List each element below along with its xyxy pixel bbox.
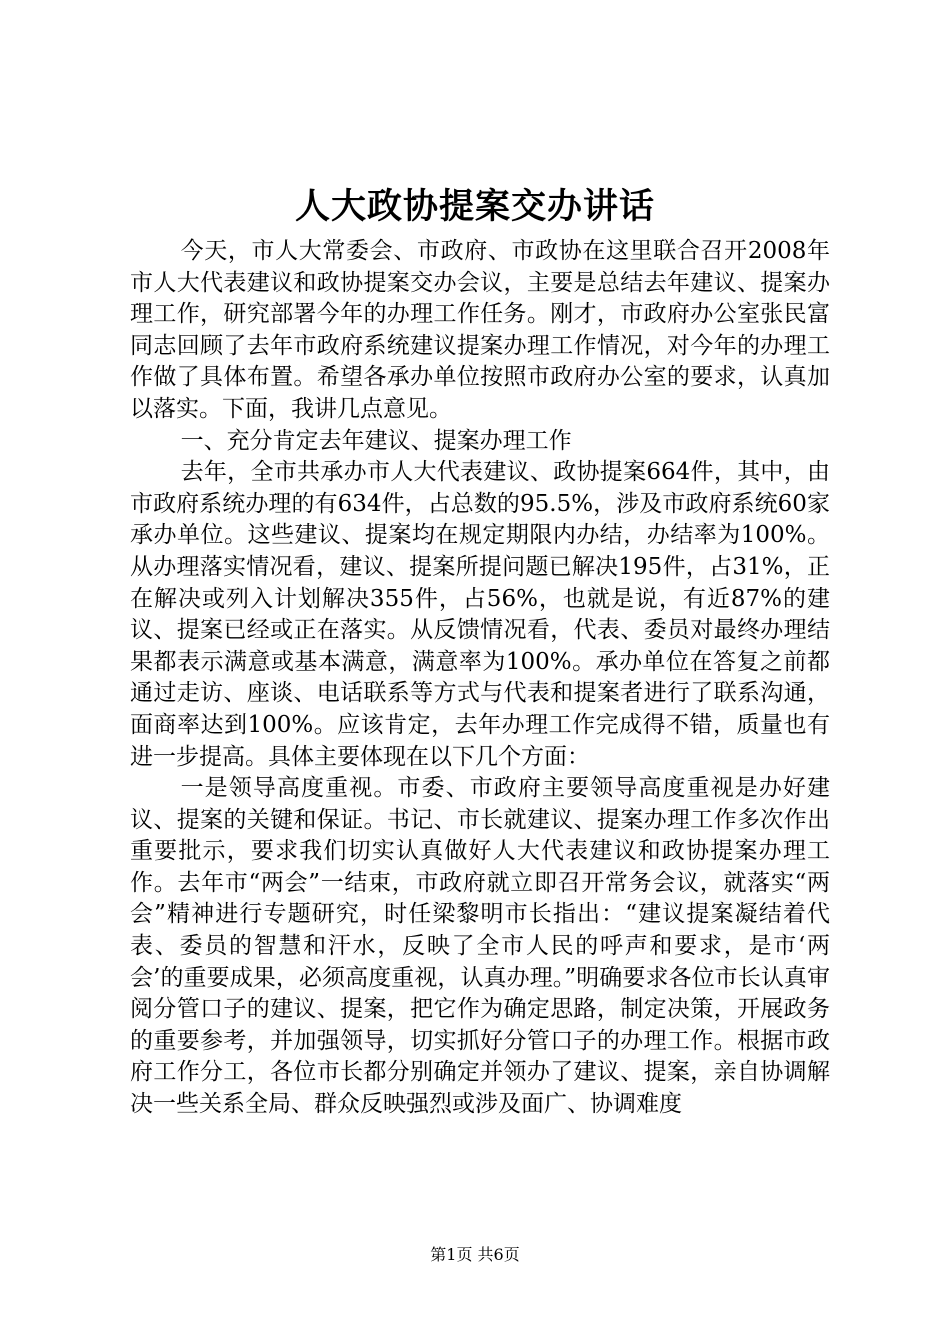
paragraph-leadership: 一是领导高度重视。市委、市政府主要领导高度重视是办好建议、提案的关键和保证。书记、市长就建议、提案办理工作多次作出重要批示，要求我们切实认真做好人大代表建议和政协提案办理工作。去年市“两会”一结束，市政府就立即召开常务会议，就落实“两会”精神进行专题研究，时任梁黎明市长指出：“建议提案凝结着代表、委员的智慧和汗水，反映了全市人民的呼声和要求，是市‘两会’的重要成果，必须高度重视，认真办理。”明确要求各位市长认真审阅分管口子的建议、提案，把它作为确定思路，制定决策，开展政务的重要参考，并加强领导，切实抓好分管口子的办理工作。根据市政府工作分工，各位市长都分别确定并领办了建议、提案，亲自协调解决一些关系全局、群众反映强烈或涉及面广、协调难度 [130, 775, 830, 1118]
paragraph-statistics: 去年，全市共承办市人大代表建议、政协提案664件，其中，由市政府系统办理的有634件，占总数的95.5%，涉及市政府系统60家承办单位。这些建议、提案均在规定期限内办结，办结率为100%。从办理落实情况看，建议、提案所提问题已解决195件，占31%，正在解决或列入计划解决355件，占56%，也就是说，有近87%的建议、提案已经或正在落实。从反馈情况看，代表、委员对最终办理结果都表示满意或基本满意，满意率为100%。承办单位在答复之前都通过走访、座谈、电话联系等方式与代表和提案者进行了联系沟通，面商率达到100%。应该肯定，去年办理工作完成得不错，质量也有进一步提高。具体主要体现在以下几个方面： [130, 459, 830, 770]
document-body [130, 236, 830, 1121]
paragraph-intro: 今天，市人大常委会、市政府、市政协在这里联合召开2008年市人大代表建议和政协提案交办会议，主要是总结去年建议、提案办理工作，研究部署今年的办理工作任务。刚才，市政府办公室张民富同志回顾了去年市政府系统建议提案办理工作情况，对今年的办理工作做了具体布置。希望各承办单位按照市政府办公室的要求，认真加以落实。下面，我讲几点意见。 [130, 238, 830, 422]
document-title: 人大政协提案交办讲话 [294, 186, 655, 227]
page-number-footer: 第1页 共6页 [430, 1245, 520, 1264]
section-heading: 一、充分肯定去年建议、提案办理工作 [180, 427, 572, 454]
